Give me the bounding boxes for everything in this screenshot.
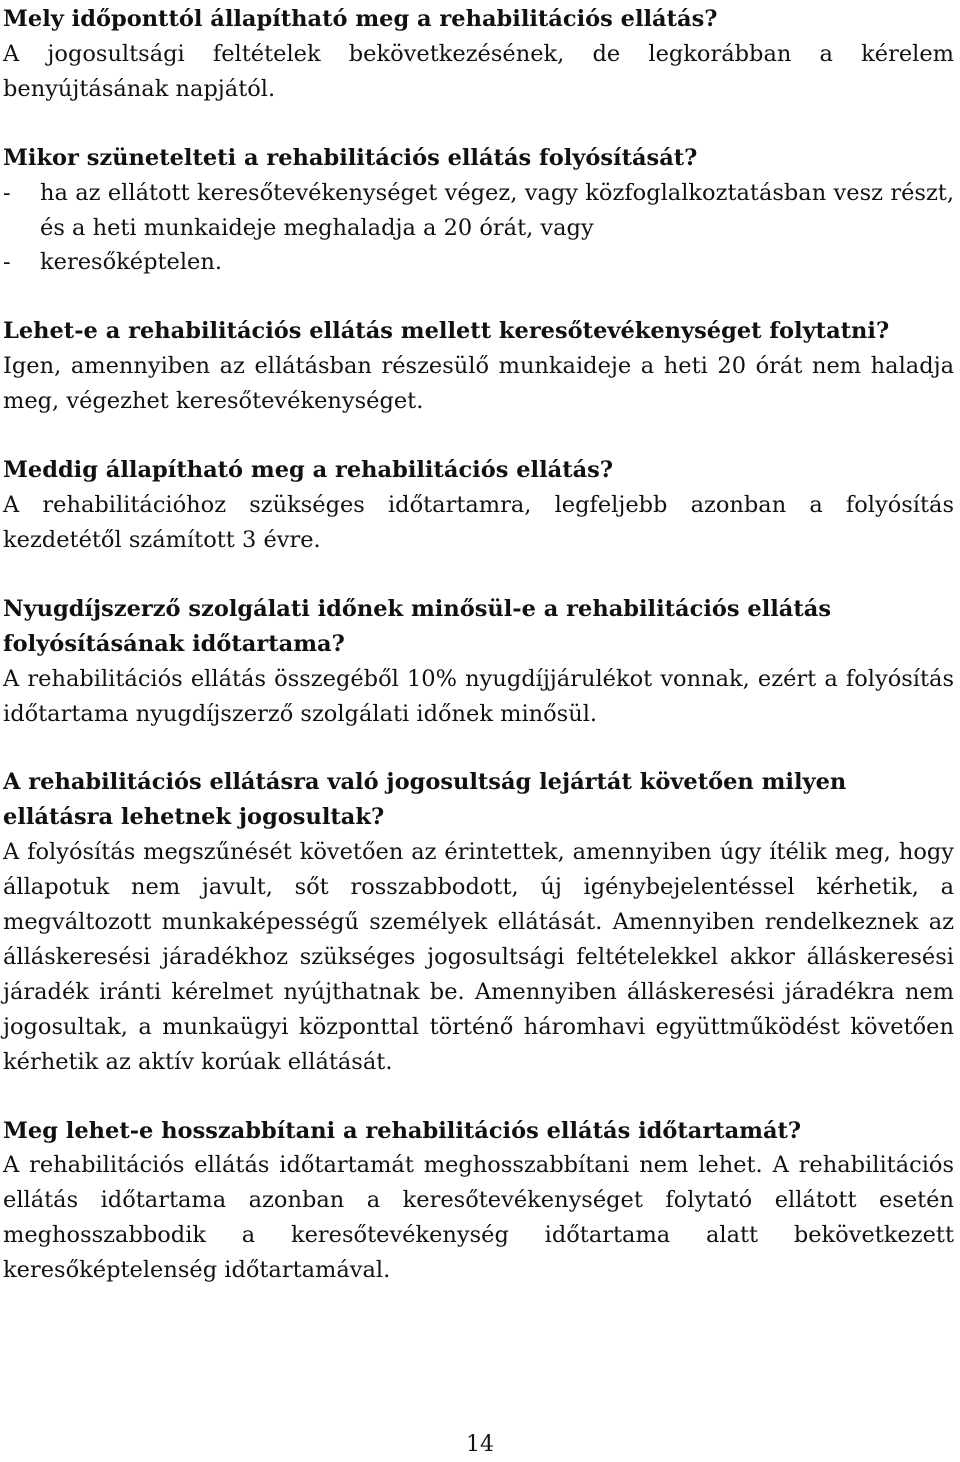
- faq-section-pension-service: [3, 592, 954, 732]
- question-heading: Nyugdíjszerző szolgálati időnek minősül-e a rehabilitációs ellátás folyósításának időtartama?: [3, 595, 832, 657]
- answer-paragraph: A folyósítás megszűnését követően az érintettek, amennyiben úgy ítélik meg, hogy állapotuk nem javult, sőt rosszabbodott, új igénybejelentéssel kérhetik, a megváltozott munkaképességű személyek ellátását. Amennyiben rendelkeznek az álláskeresési járadékhoz szükséges jogosultsági feltételekkel akkor álláskeresési járadék iránti kérelmet nyújthatnak be. Amennyiben álláskeresési járadékra nem jogosultak, a munkaügyi központtal történő háromhavi együttműködést követően kérhetik az aktív korúak ellátását.: [3, 839, 954, 1075]
- document-page: [3, 2, 954, 1322]
- dash-marker: -: [3, 179, 11, 206]
- answer-paragraph: A rehabilitációs ellátás időtartamát meghosszabbítani nem lehet. A rehabilitációs ellátás időtartama azonban a keresőtevékenységet folytató ellátott esetén meghosszabbodik a keresőtevékenység időtartama alatt bekövetkezett keresőképtelenség időtartamával.: [3, 1152, 954, 1284]
- dash-marker: -: [3, 249, 11, 276]
- faq-section-after-expiry: [3, 765, 954, 1079]
- answer-paragraph: A rehabilitációhoz szükséges időtartamra, legfeljebb azonban a folyósítás kezdetétől számított 3 évre.: [3, 491, 954, 553]
- answer-paragraph: A rehabilitációs ellátás összegéből 10% nyugdíjjárulékot vonnak, ezért a folyósítás időtartama nyugdíjszerző szolgálati időnek minősül.: [3, 665, 954, 727]
- answer-paragraph: A jogosultsági feltételek bekövetkezésének, de legkorábban a kérelem benyújtásának napjától.: [3, 40, 954, 102]
- question-heading: Mely időponttól állapítható meg a rehabilitációs ellátás?: [3, 6, 718, 32]
- question-heading: Mikor szünetelteti a rehabilitációs ellátás folyósítását?: [3, 144, 698, 171]
- question-heading: A rehabilitációs ellátásra való jogosultság lejártát követően milyen ellátásra lehetnek jogosultak?: [3, 769, 847, 831]
- faq-section-duration: [3, 453, 954, 558]
- list-item: [3, 176, 954, 246]
- list-item-text: keresőképtelen.: [40, 249, 222, 276]
- faq-section-extension: [3, 1114, 954, 1289]
- page-number: 14: [466, 1432, 494, 1457]
- question-heading: Meg lehet-e hosszabbítani a rehabilitációs ellátás időtartamát?: [3, 1117, 802, 1144]
- faq-section-suspension: [3, 141, 954, 281]
- question-heading: Lehet-e a rehabilitációs ellátás mellett keresőtevékenységet folytatni?: [3, 318, 890, 345]
- condition-list: [3, 176, 954, 281]
- faq-section-employment: [3, 314, 954, 419]
- answer-paragraph: Igen, amennyiben az ellátásban részesülő munkaideje a heti 20 órát nem haladja meg, végezhet keresőtevékenységet.: [3, 353, 954, 415]
- question-heading: Meddig állapítható meg a rehabilitációs ellátás?: [3, 457, 614, 484]
- list-item: [3, 245, 954, 280]
- faq-section-start-date: [3, 2, 954, 107]
- list-item-text: ha az ellátott keresőtevékenységet végez, vagy közfoglalkoztatásban vesz részt, és a heti munkaideje meghaladja a 20 órát, vagy: [40, 179, 954, 241]
